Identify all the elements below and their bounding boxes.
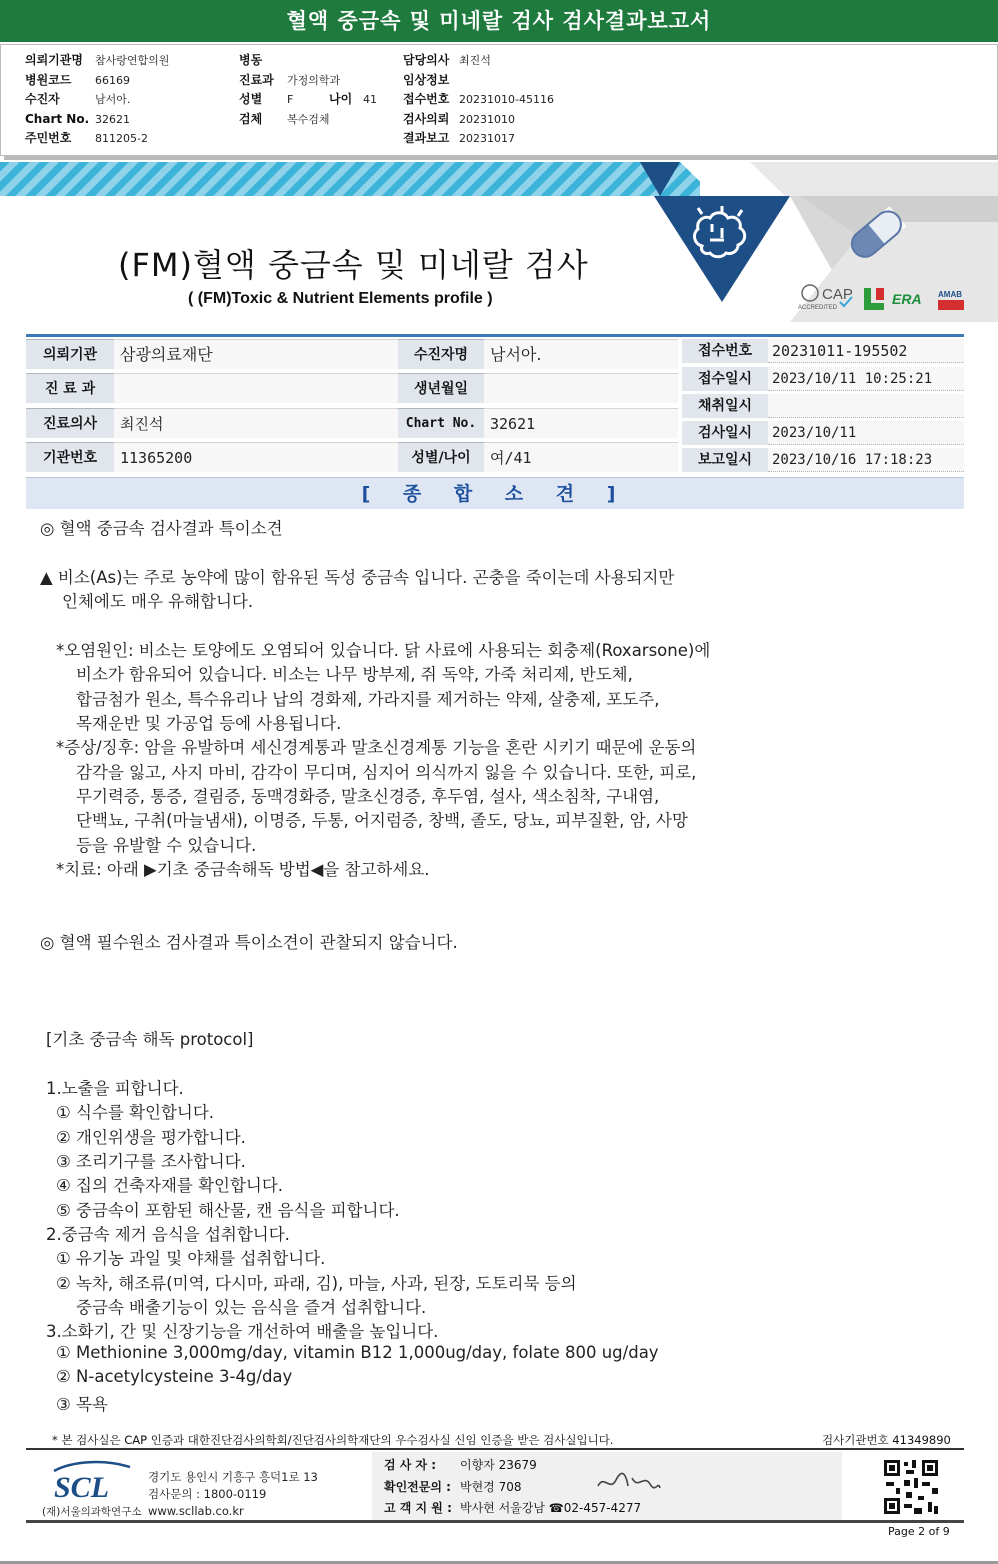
contamination-line-4: 목재운반 및 가공업 등에 사용됩니다. <box>76 714 342 733</box>
info-table-top-rule <box>26 334 964 337</box>
qr-code[interactable] <box>882 1458 940 1516</box>
label-request-date: 검사의뢰 <box>403 111 450 126</box>
symptoms-line-1: *증상/징후: 암을 유발하며 세신경계통과 말초신경계통 기능을 혼란 시키기 때문에 운동의 <box>56 738 697 757</box>
lab-website[interactable]: www.scllab.co.kr <box>148 1504 244 1518</box>
info-label-inst-code: 기관번호 <box>26 442 114 472</box>
label-accession-no: 접수번호 <box>403 92 450 106</box>
specialist-label: 확인전문의 : <box>384 1480 451 1494</box>
scl-logo <box>50 1459 134 1501</box>
cap-logo-sub: ACCREDITED <box>798 305 838 311</box>
scl-institute-name: (재)서울의과학연구소 <box>42 1506 142 1518</box>
value-sex: F <box>287 93 294 106</box>
protocol-step-3-2: ② N-acetylcysteine 3-4g/day <box>56 1367 293 1386</box>
info-label-receipt-no: 접수번호 <box>682 339 768 363</box>
value-physician: 최진석 <box>459 54 491 67</box>
protocol-step-1-1: ① 식수를 확인합니다. <box>56 1103 215 1122</box>
info-value-birthdate <box>484 373 678 403</box>
cap-logo-text: CAP <box>822 286 853 303</box>
staff-box <box>372 1452 842 1520</box>
info-value-department <box>114 373 398 403</box>
lab-registration-number: 검사기관번호 41349890 <box>822 1433 951 1447</box>
value-resident-no: 811205-2 <box>95 132 148 145</box>
value-chart-no: 32621 <box>95 112 130 126</box>
label-ward: 병동 <box>239 53 263 67</box>
info-value-receipt-no: 20231011-195502 <box>768 339 964 363</box>
protocol-step-1-5: ⑤ 중금속이 포함된 해산물, 캔 음식을 피합니다. <box>56 1201 400 1220</box>
symptoms-line-5: 등을 유발할 수 있습니다. <box>76 836 257 855</box>
support-label: 고 객 지 원 : <box>384 1501 452 1515</box>
protocol-step-1: 1.노출을 피합니다. <box>46 1079 184 1098</box>
value-department: 가정의학과 <box>287 73 341 87</box>
info-label-received-at: 접수일시 <box>682 367 768 391</box>
label-resident-no: 주민번호 <box>25 131 72 145</box>
lab-phone: 검사문의 : 1800-0119 <box>148 1487 267 1501</box>
symptoms-line-2: 감각을 잃고, 사지 마비, 감각이 무디며, 심지어 의식까지 잃을 수 있습니다. 또한, 피로, <box>76 763 697 782</box>
doctor-signature <box>594 1470 664 1496</box>
label-department: 진료과 <box>239 72 274 87</box>
info-label-chart-no: Chart No. <box>398 408 484 438</box>
amab-logo-text: AMAB <box>938 290 962 299</box>
finding-essential-elements: ◎ 혈액 필수원소 검사결과 특이소견이 관찰되지 않습니다. <box>40 933 458 952</box>
protocol-step-2-1: ① 유기농 과일 및 야채를 섭취합니다. <box>56 1249 326 1268</box>
symptoms-line-3: 무기력증, 통증, 결림증, 동맥경화증, 말초신경증, 후두염, 설사, 색소침착, 구내염, <box>76 787 660 806</box>
lab-address: 경기도 용인시 기흥구 흥덕1로 13 <box>148 1470 318 1484</box>
info-value-chart-no: 32621 <box>484 408 678 438</box>
patient-info-col2 <box>239 51 377 129</box>
protocol-step-3-1: ① Methionine 3,000mg/day, vitamin B12 1,000ug/day, folate 800 ug/day <box>56 1343 659 1362</box>
protocol-step-2-2: ② 녹차, 해조류(미역, 다시마, 파래, 김), 마늘, 사과, 된장, 도토리묵 등의 <box>56 1274 577 1293</box>
patient-info-col3 <box>403 51 554 149</box>
finding-heavy-metal-heading: ◎ 혈액 중금속 검사결과 특이소견 <box>40 519 283 538</box>
value-specimen: 복수검체 <box>287 112 330 126</box>
protocol-step-3: 3.소화기, 간 및 신장기능을 개선하여 배출을 높입니다. <box>46 1322 439 1341</box>
arsenic-intro-line-2: 인체에도 매우 유해합니다. <box>62 592 254 611</box>
protocol-step-1-3: ③ 조리기구를 조사합니다. <box>56 1152 246 1171</box>
tester-value: 이향자 23679 <box>460 1458 537 1472</box>
section-title-english: ( (FM)Toxic & Nutrient Elements profile ) <box>188 290 493 307</box>
info-label-doctor: 진료의사 <box>26 408 114 438</box>
accreditation-note: * 본 검사실은 CAP 인증과 대한진단검사의학회/진단검사의학재단의 우수검사실 신임 인증을 받은 검사실입니다. <box>52 1433 614 1447</box>
info-label-institution: 의뢰기관 <box>26 339 114 369</box>
protocol-step-3-3: ③ 목욕 <box>56 1395 108 1414</box>
info-label-department: 진 료 과 <box>26 373 114 403</box>
info-value-doctor: 최진석 <box>114 408 398 438</box>
value-age: 41 <box>363 93 377 106</box>
decorative-stripe <box>0 162 700 196</box>
value-institution: 참사랑연합의원 <box>95 54 170 67</box>
info-label-birthdate: 생년월일 <box>398 373 484 403</box>
specialist-value: 박현경 708 <box>460 1480 522 1494</box>
protocol-heading: [기초 중금속 해독 protocol] <box>46 1030 254 1049</box>
patient-info-box <box>0 44 998 156</box>
label-report-date: 결과보고 <box>403 131 450 145</box>
info-value-tested-at: 2023/10/11 <box>768 421 964 445</box>
label-chart-no: Chart No. <box>25 111 90 126</box>
treatment-line: *치료: 아래 ▶기초 중금속해독 방법◀을 참고하세요. <box>56 860 430 879</box>
value-hospital-code: 66169 <box>95 73 130 87</box>
label-age: 나이 <box>329 92 353 106</box>
contamination-line-1: *오염원인: 비소는 토양에도 오염되어 있습니다. 닭 사료에 사용되는 회충제(Roxarsone)에 <box>56 641 711 660</box>
section-title-korean: (FM)혈액 중금속 및 미네랄 검사 <box>118 246 589 284</box>
protocol-step-1-2: ② 개인위생을 평가합니다. <box>56 1128 246 1147</box>
scl-logo-text: SCL <box>54 1471 110 1501</box>
label-hospital-code: 병원코드 <box>25 72 72 87</box>
footer-rule-top <box>26 1448 964 1450</box>
info-label-reported-at: 보고일시 <box>682 448 768 472</box>
label-physician: 담당의사 <box>403 53 450 67</box>
page-number: Page 2 of 9 <box>888 1525 950 1538</box>
value-accession-no: 20231010-45116 <box>459 93 554 106</box>
info-value-sex-age: 여/41 <box>484 442 678 472</box>
header-decoration <box>640 162 998 322</box>
label-specimen: 검체 <box>239 111 263 126</box>
era-logo-text: ERA <box>892 291 922 307</box>
info-value-institution: 삼광의료재단 <box>114 339 398 369</box>
value-report-date: 20231017 <box>459 132 515 145</box>
symptoms-line-4: 단백뇨, 구취(마늘냄새), 이명증, 두통, 어지럼증, 창백, 졸도, 당뇨, 피부질환, 암, 사망 <box>76 811 688 830</box>
protocol-step-2-2-cont: 중금속 배출기능이 있는 음식을 즐겨 섭취합니다. <box>76 1298 427 1317</box>
summary-heading: [ 종 합 소 견 ] <box>26 477 964 509</box>
value-patient: 남서아. <box>95 93 131 106</box>
contamination-line-2: 비소가 함유되어 있습니다. 비소는 나무 방부제, 쥐 독약, 가죽 처리제, 반도체, <box>76 665 633 684</box>
info-value-patient-name: 남서아. <box>484 339 678 369</box>
amab-logo <box>938 290 964 310</box>
report-title: 혈액 중금속 및 미네랄 검사 검사결과보고서 <box>0 0 998 42</box>
protocol-step-1-4: ④ 집의 건축자재를 확인합니다. <box>56 1176 284 1195</box>
info-label-patient-name: 수진자명 <box>398 339 484 369</box>
tester-label: 검 사 자 : <box>384 1458 437 1472</box>
label-patient: 수진자 <box>25 92 60 106</box>
label-sex: 성별 <box>239 92 263 106</box>
arsenic-intro-line-1: ▲ 비소(As)는 주로 농약에 많이 함유된 독성 중금속 입니다. 곤충을 죽이는데 사용되지만 <box>40 568 675 587</box>
info-label-sex-age: 성별/나이 <box>398 442 484 472</box>
footer-rule-bottom <box>26 1520 964 1523</box>
info-label-tested-at: 검사일시 <box>682 421 768 445</box>
value-request-date: 20231010 <box>459 112 515 126</box>
info-value-collected-at <box>768 394 964 418</box>
label-institution: 의뢰기관명 <box>25 53 83 67</box>
era-logo <box>892 291 922 307</box>
label-clinical-info: 임상정보 <box>403 72 450 87</box>
contamination-line-3: 합금첨가 원소, 특수유리나 납의 경화제, 가라지를 제거하는 약제, 살충제, 포도주, <box>76 690 660 709</box>
info-label-collected-at: 채취일시 <box>682 394 768 418</box>
info-value-reported-at: 2023/10/16 17:18:23 <box>768 448 964 472</box>
patient-info-col1 <box>25 51 169 149</box>
protocol-step-2: 2.중금속 제거 음식을 섭취합니다. <box>46 1225 290 1244</box>
info-value-inst-code: 11365200 <box>114 442 398 472</box>
support-value: 박사현 서울강남 ☎02-457-4277 <box>460 1501 642 1515</box>
info-value-received-at: 2023/10/11 10:25:21 <box>768 367 964 391</box>
